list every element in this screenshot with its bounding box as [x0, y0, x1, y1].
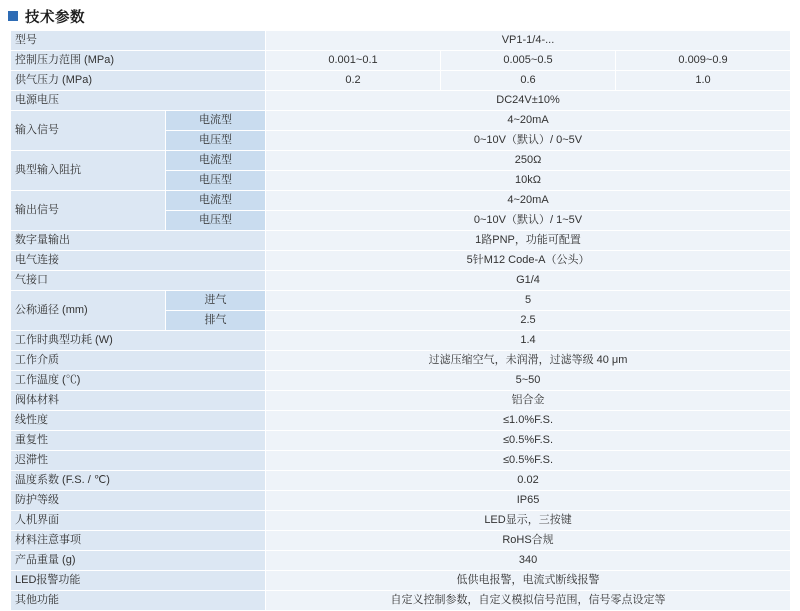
row-value: 0~10V（默认）/ 1~5V [266, 211, 791, 231]
table-row [11, 351, 791, 371]
row-value: IP65 [266, 491, 791, 511]
table-row [11, 251, 791, 271]
row-value: 铝合金 [266, 391, 791, 411]
table-row [11, 51, 791, 71]
table-body [11, 31, 791, 611]
table-row [11, 571, 791, 591]
table-row [11, 451, 791, 471]
table-row [11, 431, 791, 451]
row-value: 1路PNP，功能可配置 [266, 231, 791, 251]
row-label: 其他功能 [11, 591, 266, 611]
row-sublabel: 排气 [166, 311, 266, 331]
page-title: 技术参数 [25, 9, 85, 26]
row-value: 5针M12 Code-A（公头） [266, 251, 791, 271]
row-sublabel: 电流型 [166, 191, 266, 211]
row-value: DC24V±10% [266, 91, 791, 111]
row-value: 10kΩ [266, 171, 791, 191]
row-sublabel: 进气 [166, 291, 266, 311]
table-row [11, 491, 791, 511]
technical-parameters-table [10, 30, 791, 611]
table-row [11, 91, 791, 111]
row-label: 产品重量 (g) [11, 551, 266, 571]
row-value: VP1-1/4-... [266, 31, 791, 51]
row-label: 人机界面 [11, 511, 266, 531]
row-value: 4~20mA [266, 111, 791, 131]
table-row [11, 371, 791, 391]
row-label: 工作时典型功耗 (W) [11, 331, 266, 351]
row-label: 输入信号 [11, 111, 166, 151]
table-row [11, 511, 791, 531]
row-label: 防护等级 [11, 491, 266, 511]
table-row [11, 151, 791, 171]
row-value: 0.2 [266, 71, 441, 91]
table-row [11, 231, 791, 251]
row-value: 0.02 [266, 471, 791, 491]
row-sublabel: 电流型 [166, 151, 266, 171]
row-label: 工作介质 [11, 351, 266, 371]
section-header [0, 0, 800, 30]
row-sublabel: 电流型 [166, 111, 266, 131]
row-label: LED报警功能 [11, 571, 266, 591]
row-label: 公称通径 (mm) [11, 291, 166, 331]
row-value: 低供电报警，电流式断线报警 [266, 571, 791, 591]
table-row [11, 331, 791, 351]
table-row [11, 471, 791, 491]
row-value: 250Ω [266, 151, 791, 171]
row-label: 电源电压 [11, 91, 266, 111]
row-value: ≤0.5%F.S. [266, 451, 791, 471]
row-value: 0.009~0.9 [616, 51, 791, 71]
row-label: 气接口 [11, 271, 266, 291]
row-value: 0.6 [441, 71, 616, 91]
row-value: 4~20mA [266, 191, 791, 211]
table-row [11, 191, 791, 211]
row-label: 输出信号 [11, 191, 166, 231]
row-value: 2.5 [266, 311, 791, 331]
row-value: 1.0 [616, 71, 791, 91]
table-row [11, 31, 791, 51]
row-value: LED显示，三按键 [266, 511, 791, 531]
table-row [11, 111, 791, 131]
row-value: 0.005~0.5 [441, 51, 616, 71]
row-value: 5~50 [266, 371, 791, 391]
row-label: 线性度 [11, 411, 266, 431]
row-label: 数字量输出 [11, 231, 266, 251]
row-value: 0.001~0.1 [266, 51, 441, 71]
row-label: 型号 [11, 31, 266, 51]
table-row [11, 531, 791, 551]
row-label: 电气连接 [11, 251, 266, 271]
row-sublabel: 电压型 [166, 131, 266, 151]
row-value: 5 [266, 291, 791, 311]
row-value: 自定义控制参数，自定义模拟信号范围，信号零点设定等 [266, 591, 791, 611]
row-sublabel: 电压型 [166, 211, 266, 231]
row-label: 控制压力范围 (MPa) [11, 51, 266, 71]
table-row [11, 391, 791, 411]
row-value: ≤1.0%F.S. [266, 411, 791, 431]
row-value: G1/4 [266, 271, 791, 291]
row-value: 340 [266, 551, 791, 571]
table-row [11, 411, 791, 431]
row-label: 典型输入阻抗 [11, 151, 166, 191]
row-label: 重复性 [11, 431, 266, 451]
row-label: 供气压力 (MPa) [11, 71, 266, 91]
row-value: RoHS合规 [266, 531, 791, 551]
row-label: 温度系数 (F.S. / ℃) [11, 471, 266, 491]
table-row [11, 71, 791, 91]
row-label: 迟滞性 [11, 451, 266, 471]
table-row [11, 591, 791, 611]
row-label: 材料注意事项 [11, 531, 266, 551]
square-bullet-icon [8, 11, 18, 21]
row-value: 0~10V（默认）/ 0~5V [266, 131, 791, 151]
table-row [11, 291, 791, 311]
table-row [11, 551, 791, 571]
row-value: 过滤压缩空气，未润滑，过滤等级 40 μm [266, 351, 791, 371]
table-row [11, 271, 791, 291]
row-label: 阀体材料 [11, 391, 266, 411]
row-sublabel: 电压型 [166, 171, 266, 191]
row-label: 工作温度 (℃) [11, 371, 266, 391]
row-value: ≤0.5%F.S. [266, 431, 791, 451]
row-value: 1.4 [266, 331, 791, 351]
